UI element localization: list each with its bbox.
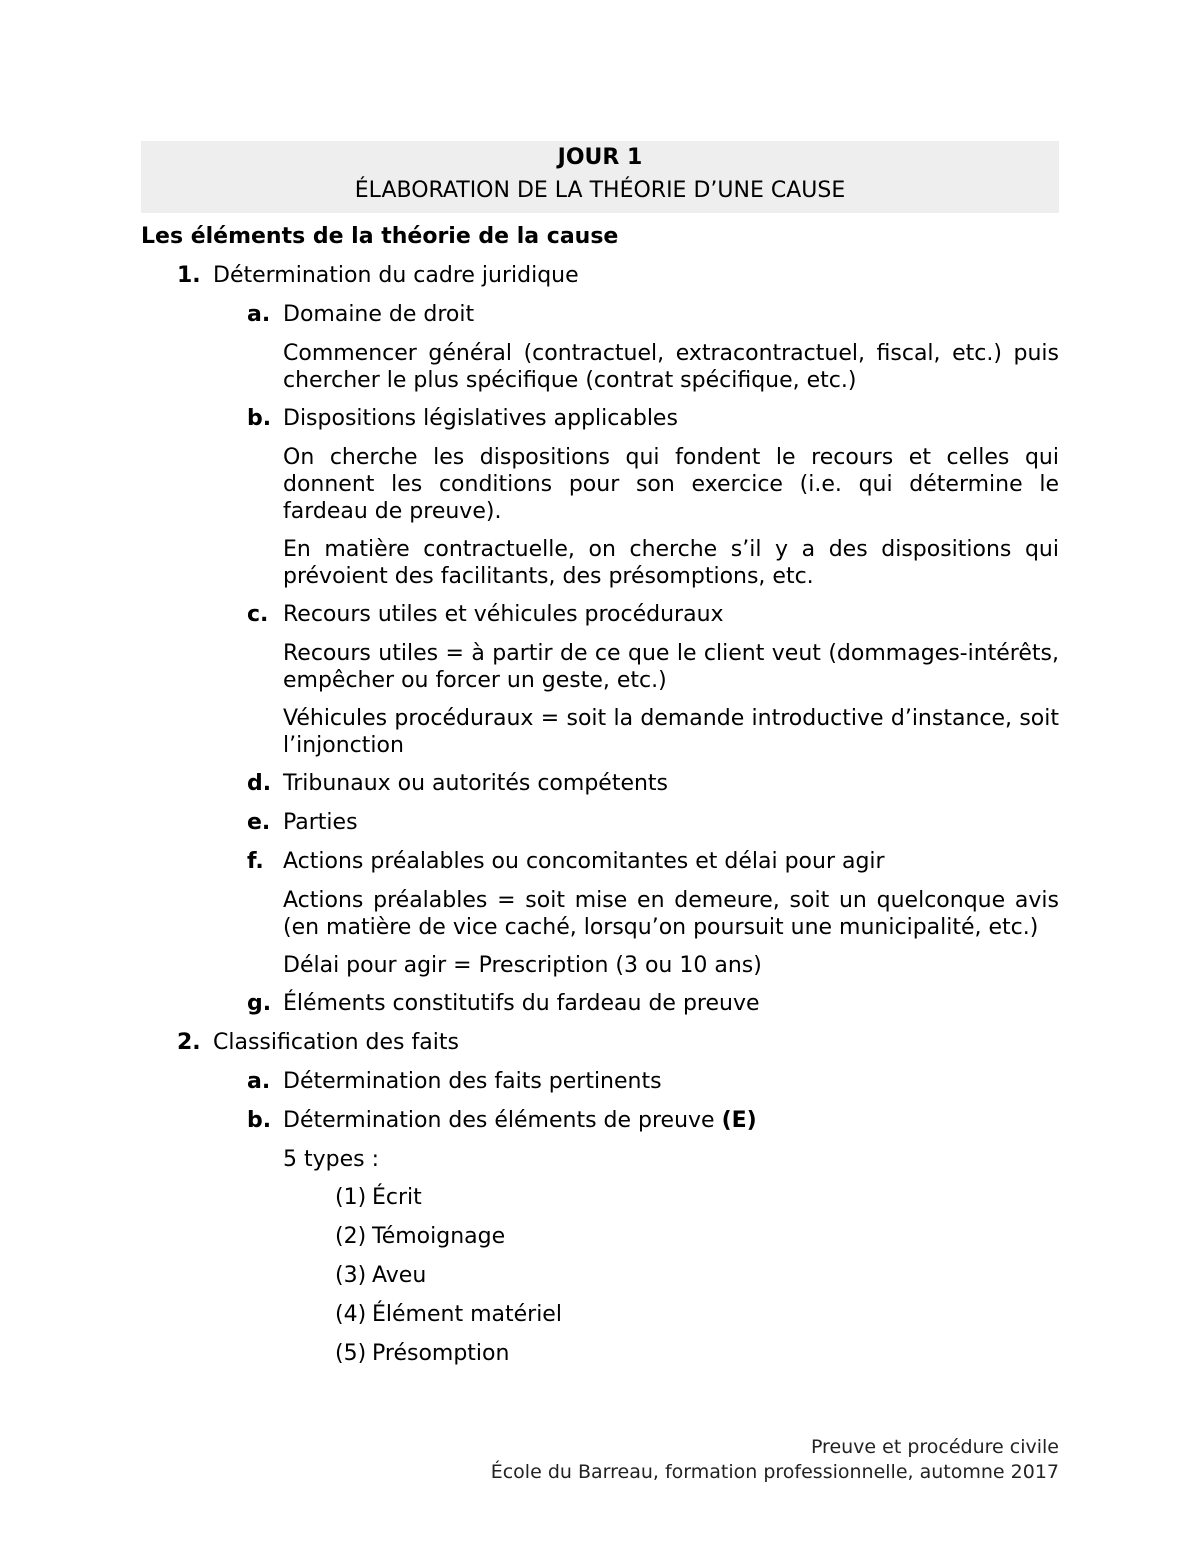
outline-subtitle: Dispositions législatives applicables	[283, 406, 678, 431]
outline-subtitle: Détermination des faits pertinents	[283, 1069, 662, 1094]
outline-level3-item	[141, 1340, 1059, 1368]
outline-level1-item	[141, 262, 1059, 290]
outline-letter: a.	[247, 302, 271, 327]
outline-level2-item	[141, 848, 1059, 876]
outline-title: Détermination du cadre juridique	[213, 263, 579, 288]
outline-sublabel: Élément matériel	[372, 1302, 562, 1327]
explanation-paragraph: Délai pour agir = Prescription (3 ou 10 ans)	[283, 953, 762, 978]
outline-level2-item	[141, 1107, 1059, 1135]
explanation-paragraph: Actions préalables = soit mise en demeure, soit un quelconque avis (en matière de vice caché, lorsqu’on poursuit une municipalité, etc.)	[283, 888, 1059, 940]
footer-course: Preuve et procédure civile	[810, 1436, 1059, 1458]
explanation-paragraph: Véhicules procéduraux = soit la demande introductive d’instance, soit l’injonction	[283, 706, 1059, 758]
document-page	[141, 141, 1059, 1368]
outline-level2-item	[141, 809, 1059, 837]
outline-letter: d.	[247, 771, 272, 796]
page-subtitle: ÉLABORATION DE LA THÉORIE D’UNE CAUSE	[354, 178, 846, 203]
outline-letter: c.	[247, 602, 269, 627]
footer-institution: École du Barreau, formation professionnelle, automne 2017	[490, 1461, 1059, 1483]
outline-subtitle: Actions préalables ou concomitantes et délai pour agir	[283, 849, 885, 874]
outline-number: 2.	[177, 1030, 201, 1055]
outline-level3-item	[141, 1184, 1059, 1212]
outline-subtitle: Domaine de droit	[283, 302, 475, 327]
outline-level2-item	[141, 301, 1059, 329]
outline-subtitle: Éléments constitutifs du fardeau de preuve	[283, 991, 760, 1016]
outline-letter: f.	[247, 849, 264, 874]
outline	[141, 262, 1059, 1368]
outline-subtitle: Parties	[283, 810, 358, 835]
outline-level2-item	[141, 405, 1059, 433]
outline-level2-item	[141, 601, 1059, 629]
section-heading: Les éléments de la théorie de la cause	[141, 224, 619, 249]
outline-level3-item	[141, 1223, 1059, 1251]
outline-letter: b.	[247, 406, 272, 431]
outline-number: 1.	[177, 263, 201, 288]
outline-subnumber: (5)	[335, 1341, 367, 1366]
outline-sublabel: Aveu	[372, 1263, 427, 1288]
outline-sublabel: Présomption	[372, 1341, 510, 1366]
outline-subnumber: (1)	[335, 1185, 367, 1210]
outline-level3-item	[141, 1262, 1059, 1290]
outline-subtitle: Recours utiles et véhicules procéduraux	[283, 602, 724, 627]
outline-letter: a.	[247, 1069, 271, 1094]
outline-subnumber: (2)	[335, 1224, 367, 1249]
outline-title: Classification des faits	[213, 1030, 459, 1055]
outline-subtitle: Tribunaux ou autorités compétents	[283, 771, 669, 796]
outline-level1-item	[141, 1029, 1059, 1057]
outline-subtitle: Détermination des éléments de preuve	[283, 1108, 715, 1133]
outline-level2-item	[141, 1068, 1059, 1096]
outline-subnumber: (4)	[335, 1302, 367, 1327]
outline-sublabel: Écrit	[372, 1185, 422, 1210]
outline-level2-item	[141, 990, 1059, 1018]
outline-sublabel: Témoignage	[372, 1224, 506, 1249]
explanation-paragraph: 5 types :	[283, 1147, 380, 1172]
outline-letter: g.	[247, 991, 272, 1016]
outline-level2-item	[141, 770, 1059, 798]
outline-subtitle-suffix: (E)	[721, 1108, 757, 1133]
outline-level3-item	[141, 1301, 1059, 1329]
page-title: JOUR 1	[557, 145, 643, 170]
title-banner	[141, 141, 1059, 213]
page-footer	[491, 1435, 1059, 1485]
explanation-paragraph: En matière contractuelle, on cherche s’il y a des dispositions qui prévoient des facilitants, des présomptions, etc.	[283, 537, 1059, 589]
outline-subnumber: (3)	[335, 1263, 367, 1288]
explanation-paragraph: Recours utiles = à partir de ce que le client veut (dommages-intérêts, empêcher ou forcer un geste, etc.)	[283, 641, 1059, 693]
outline-letter: e.	[247, 810, 271, 835]
outline-letter: b.	[247, 1108, 272, 1133]
explanation-paragraph: Commencer général (contractuel, extracontractuel, fiscal, etc.) puis chercher le plus spécifique (contrat spécifique, etc.)	[283, 341, 1059, 393]
explanation-paragraph: On cherche les dispositions qui fondent le recours et celles qui donnent les conditions pour son exercice (i.e. qui détermine le fardeau de preuve).	[283, 445, 1059, 524]
